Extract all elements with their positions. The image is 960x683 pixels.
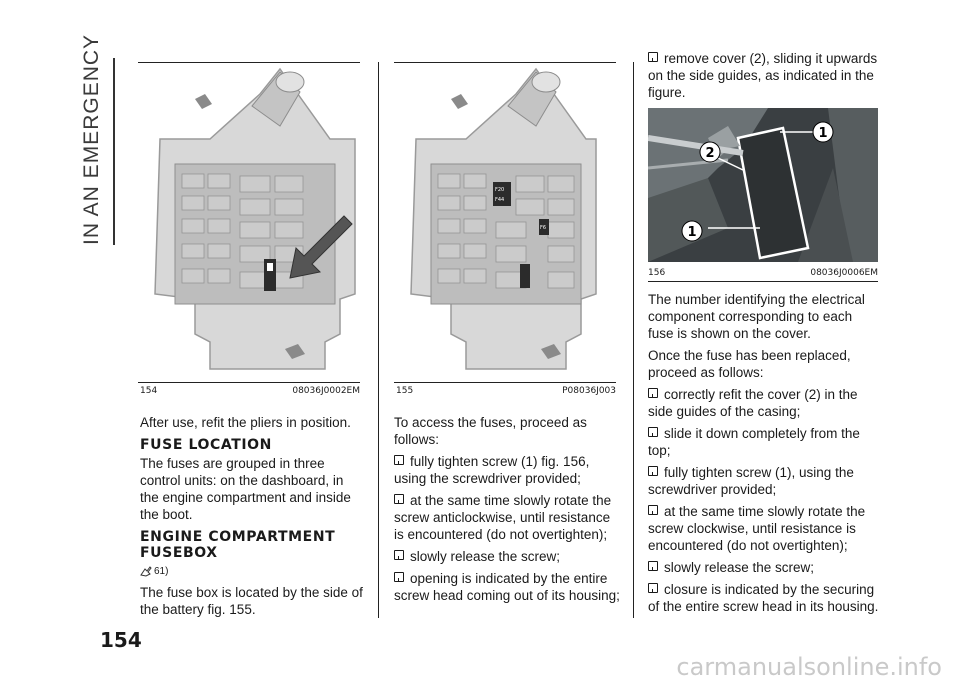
bullet-icon: [648, 52, 658, 62]
fig156-caption: [648, 268, 878, 278]
fusebox-location-para: The fuse box is located by the side of the battery fig. 155.: [140, 585, 363, 617]
fuse-label-f20: F20: [495, 187, 505, 193]
access-step-2: at the same time slowly rotate the screw anticlockwise, until resistance is encountered (do not overtighten);: [394, 493, 612, 542]
fig154-top-rule: [138, 62, 360, 63]
fig156-cover-photo: [648, 108, 878, 262]
bullet-icon: [648, 561, 658, 571]
callout-1-top: 1: [818, 126, 828, 141]
column-divider-2: [633, 62, 634, 618]
after-use-text: After use, refit the pliers in position.: [140, 415, 351, 430]
after-replace-para: Once the fuse has been replaced, proceed as follows:: [648, 348, 851, 380]
refit-step-6: closure is indicated by the securing of the entire screw head in its housing.: [648, 582, 879, 614]
refit-step-2: slide it down completely from the top;: [648, 426, 860, 458]
fig154-code: 08036J0002EM: [292, 386, 360, 396]
bullet-icon: [648, 505, 658, 515]
access-step-1: fully tighten screw (1) fig. 156, using the screwdriver provided;: [394, 454, 590, 486]
col2-text: [394, 414, 622, 609]
refit-step-1: correctly refit the cover (2) in the side guides of the casing;: [648, 387, 858, 419]
bullet-icon: [394, 572, 404, 582]
fig155-caption: [396, 386, 616, 396]
fig154-bottom-rule: [138, 382, 360, 383]
fuse-location-para: The fuses are grouped in three control units: on the dashboard, in the engine compartment and inside the boot.: [140, 456, 351, 522]
bullet-icon: [394, 455, 404, 465]
fig155-code: P08036J003: [562, 386, 616, 396]
col3-top-text: [648, 50, 880, 106]
bullet-icon: [648, 466, 658, 476]
fig155-number: 155: [396, 386, 414, 396]
fig154-number: 154: [140, 386, 158, 396]
access-step-3: slowly release the screw;: [394, 548, 622, 565]
bullet-icon: [648, 388, 658, 398]
fig156-number: 156: [648, 268, 666, 278]
remove-cover-step: remove cover (2), sliding it upwards on the side guides, as indicated in the figure.: [648, 51, 878, 100]
heading-fuse-location: FUSE LOCATION: [140, 437, 272, 453]
fig156-bottom-rule: [648, 281, 878, 282]
watermark: carmanualsonline.info: [676, 653, 942, 681]
refit-step-4: at the same time slowly rotate the screw clockwise, until resistance is encountered (do not overtighten);: [648, 504, 866, 553]
callout-1-bottom: 1: [687, 225, 697, 240]
bullet-icon: [648, 427, 658, 437]
column-divider-1: [378, 62, 379, 618]
col1-text: [140, 414, 365, 623]
warning-ref: [140, 563, 365, 580]
fig155-top-rule: [394, 62, 616, 63]
component-number-para: The number identifying the electrical component corresponding to each fuse is shown on the cover.: [648, 292, 865, 341]
access-intro: To access the fuses, proceed as follows:: [394, 415, 587, 447]
refit-step-3: fully tighten screw (1), using the screwdriver provided;: [648, 465, 854, 497]
warning-hand-icon: [140, 566, 152, 577]
fig154-fusebox-illustration: [140, 64, 360, 380]
section-title-rule: [113, 58, 115, 245]
bullet-icon: [394, 550, 404, 560]
fuse-label-f6: F6: [540, 225, 547, 231]
callout-2: 2: [705, 146, 715, 161]
section-title: IN AN EMERGENCY: [80, 33, 103, 245]
fuse-label-f44: F44: [495, 197, 505, 203]
fig154-caption: [140, 386, 360, 396]
col3-text: [648, 291, 880, 620]
bullet-icon: [648, 583, 658, 593]
bullet-icon: [394, 494, 404, 504]
fig155-fusebox-illustration: [396, 64, 616, 380]
fig156-code: 08036J0006EM: [810, 268, 878, 278]
warning-ref-number: 61): [154, 566, 169, 577]
heading-engine-compartment-fusebox: ENGINE COMPARTMENT FUSEBOX: [140, 529, 336, 561]
fig155-bottom-rule: [394, 382, 616, 383]
access-step-4: opening is indicated by the entire screw head coming out of its housing;: [394, 571, 620, 603]
refit-step-5: slowly release the screw;: [648, 559, 880, 576]
page-number: 154: [100, 628, 142, 652]
